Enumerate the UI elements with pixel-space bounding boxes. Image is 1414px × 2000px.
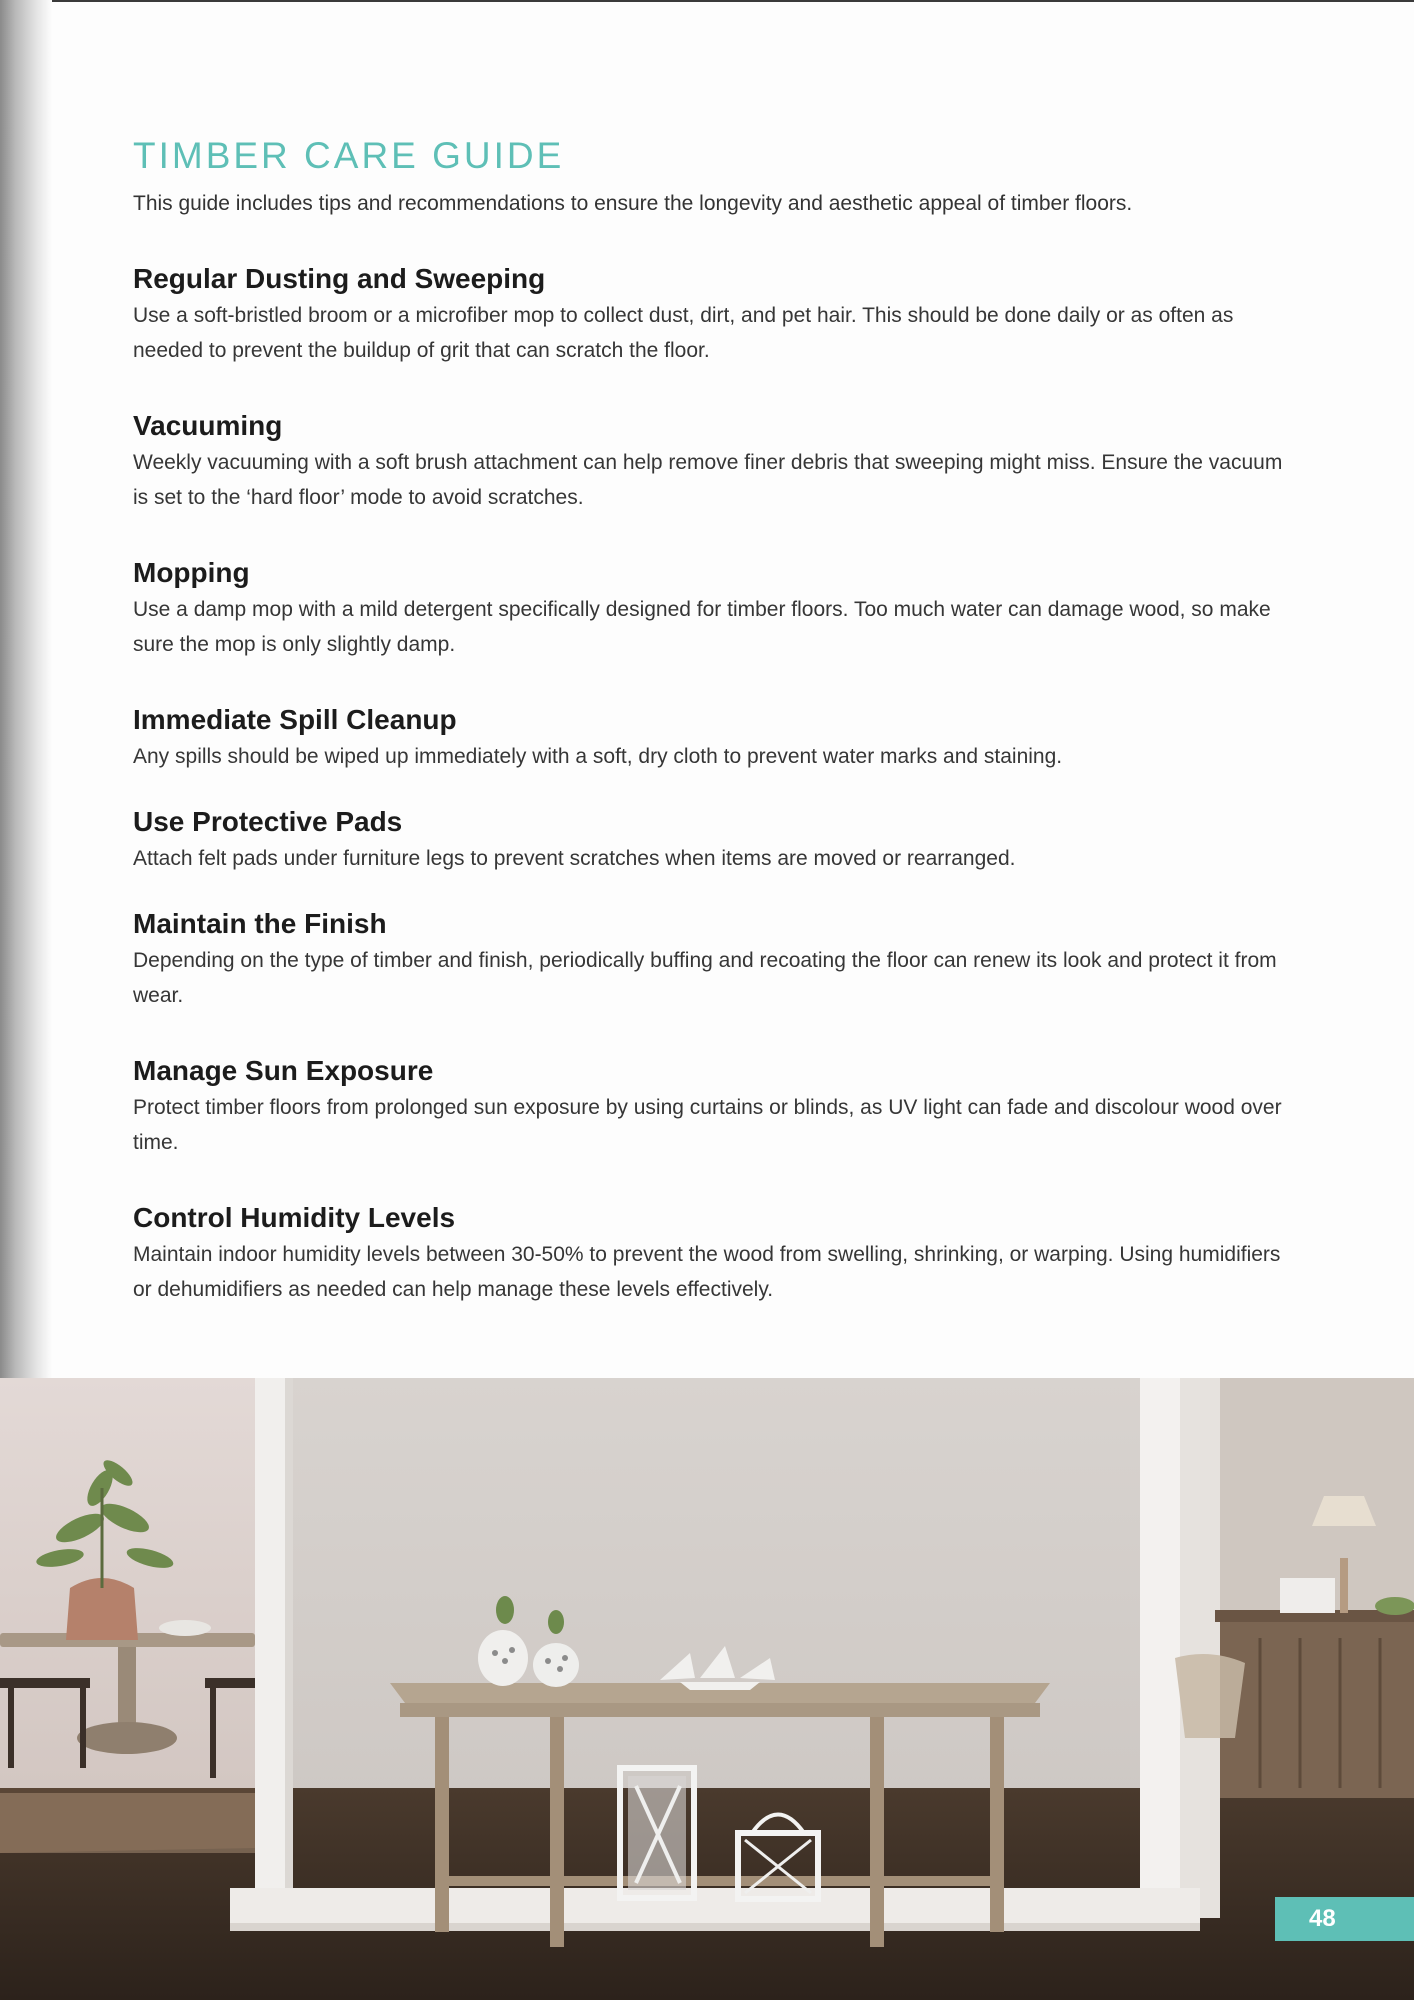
section-heading: Vacuuming [133, 410, 283, 441]
section-heading: Maintain the Finish [133, 908, 387, 939]
guide-content [133, 128, 1283, 1307]
page-title: TIMBER CARE GUIDE [133, 135, 565, 176]
section-body: Attach felt pads under furniture legs to prevent scratches when items are moved or rearranged. [133, 847, 1016, 870]
section-body: Use a soft-bristled broom or a microfiber mop to collect dust, dirt, and pet hair. This should be done daily or as often as needed to prevent the buildup of grit that can scratch the floor. [133, 304, 1234, 362]
section-heading: Use Protective Pads [133, 806, 403, 837]
section-body: Any spills should be wiped up immediately with a soft, dry cloth to prevent water marks and staining. [133, 745, 1063, 768]
section-maintain-finish [133, 905, 1283, 1013]
section-body: Weekly vacuuming with a soft brush attachment can help remove finer debris that sweeping might miss. Ensure the vacuum is set to the ‘hard floor’ mode to avoid scratches. [133, 451, 1283, 509]
section-spill-cleanup [133, 701, 1283, 774]
section-heading: Manage Sun Exposure [133, 1055, 434, 1086]
section-heading: Mopping [133, 557, 250, 588]
page-number-badge [1275, 1897, 1414, 1941]
section-body: Use a damp mop with a mild detergent specifically designed for timber floors. Too much water can damage wood, so make sure the mop is only slightly damp. [133, 598, 1271, 656]
section-body: Protect timber floors from prolonged sun exposure by using curtains or blinds, as UV light can fade and discolour wood over time. [133, 1096, 1282, 1154]
section-humidity [133, 1199, 1283, 1307]
intro-paragraph: This guide includes tips and recommendations to ensure the longevity and aesthetic appeal of timber floors. [133, 192, 1133, 215]
section-body: Maintain indoor humidity levels between 30-50% to prevent the wood from swelling, shrinking, or warping. Using humidifiers or dehumidifiers as needed can help manage these levels effectively. [133, 1243, 1281, 1301]
interior-photo [0, 1378, 1414, 2000]
section-body: Depending on the type of timber and finish, periodically buffing and recoating the floor can renew its look and protect it from wear. [133, 949, 1277, 1007]
section-heading: Immediate Spill Cleanup [133, 704, 457, 735]
section-heading: Regular Dusting and Sweeping [133, 263, 546, 294]
section-vacuuming [133, 407, 1283, 515]
section-protective-pads [133, 803, 1283, 876]
section-sun-exposure [133, 1052, 1283, 1160]
page-number: 48 [1309, 1905, 1336, 1932]
page-top-edge [0, 0, 1414, 2]
binding-shadow [0, 0, 52, 1380]
section-mopping [133, 554, 1283, 662]
section-regular-dusting [133, 260, 1283, 368]
section-heading: Control Humidity Levels [133, 1202, 456, 1233]
